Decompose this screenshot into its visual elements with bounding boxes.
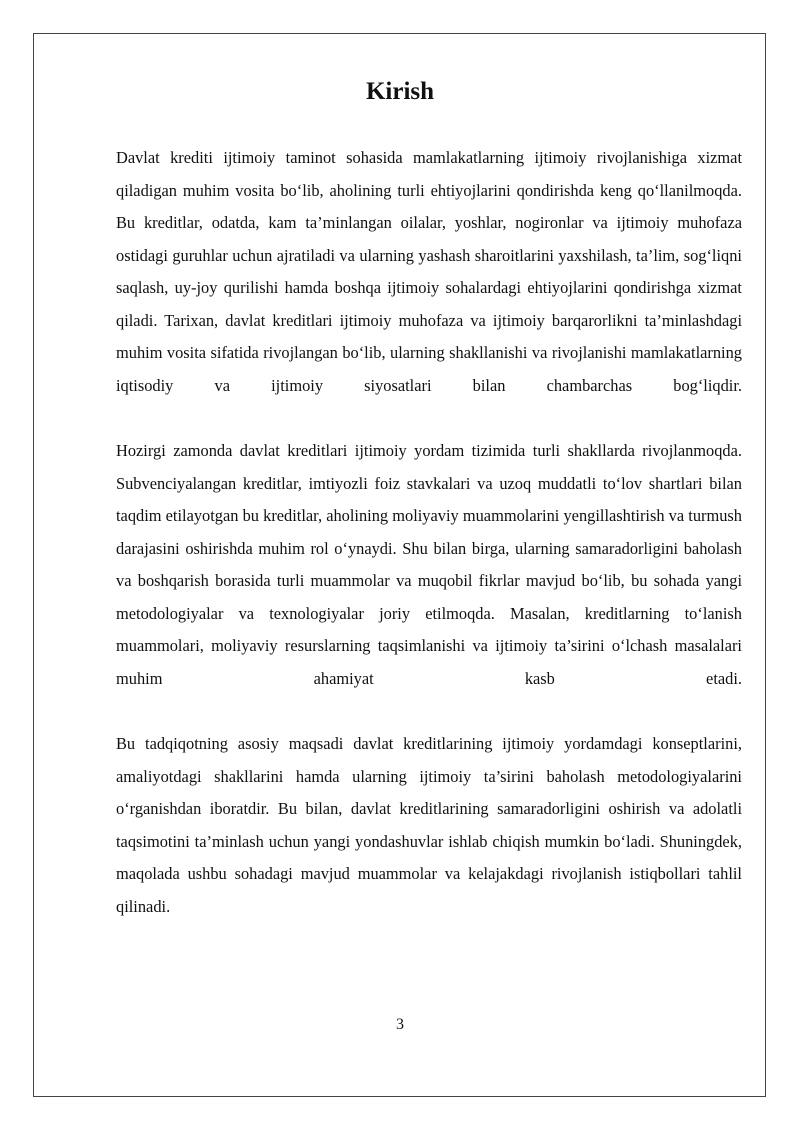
page-title: Kirish [365,78,435,105]
page-number: 3 [396,1016,404,1033]
paragraph: Davlat krediti ijtimoiy taminot sohasida mamlakatlarning ijtimoiy rivojlanishiga xizmat qiladigan muhim vosita bo‘lib, aholining turli ehtiyojlarini qondirishda keng qo‘llanilmoqda. Bu kreditlar, odatda, kam ta’minlangan oilalar, yoshlar, nogironlar va ijtimoiy muhofaza ostidagi guruhlar uchun ajratiladi va ularning yashash sharoitlarini yaxshilash, ta’lim, sog‘liqni saqlash, uy-joy qurilishi hamda boshqa ijtimoiy sohalardagi ehtiyojlarini qondirishga xizmat qiladi. Tarixan, davlat kreditlari ijtimoiy muhofaza va ijtimoiy barqarorlikni ta’minlashdagi muhim vosita sifatida rivojlangan bo‘lib, ularning shakllanishi va rivojlanishi mamlakatlarning iqtisodiy va ijtimoiy siyosatlari bilan chambarchas bog‘liqdir. [116,148,742,395]
paragraph: Hozirgi zamonda davlat kreditlari ijtimoiy yordam tizimida turli shakllarda rivojlanmoqda. Subvenciyalangan kreditlar, imtiyozli foiz stavkalari va uzoq muddatli to‘lov shartlari bilan taqdim etilayotgan bu kreditlar, aholining moliyaviy muammolarini yengillashtirish va turmush darajasini oshirishda muhim rol o‘ynaydi. Shu bilan birga, ularning samaradorligini baholash va boshqarish borasida turli muammolar va muqobil fikrlar mavjud bo‘lib, bu sohada yangi metodologiyalar va texnologiyalar joriy etilmoqda. Masalan, kreditlarning to‘lanish muammolari, moliyaviy resurslarning taqsimlanishi va ijtimoiy ta’sirini o‘lchash masalalari muhim ahamiyat kasb etadi. [116,441,742,688]
document-body [116,142,742,956]
paragraph: Bu tadqiqotning asosiy maqsadi davlat kreditlarining ijtimoiy yordamdagi konseptlarini, amaliyotdagi shakllarini hamda ularning ijtimoiy ta’sirini baholash metodologiyalarini o‘rganishdan iboratdir. Bu bilan, davlat kreditlarining samaradorligini oshirish va adolatli taqsimotini ta’minlash uchun yangi yondashuvlar ishlab chiqish mumkin bo‘ladi. Shuningdek, maqolada ushbu sohadagi mavjud muammolar va kelajakdagi rivojlanish istiqbollari tahlil qilinadi. [116,734,742,916]
